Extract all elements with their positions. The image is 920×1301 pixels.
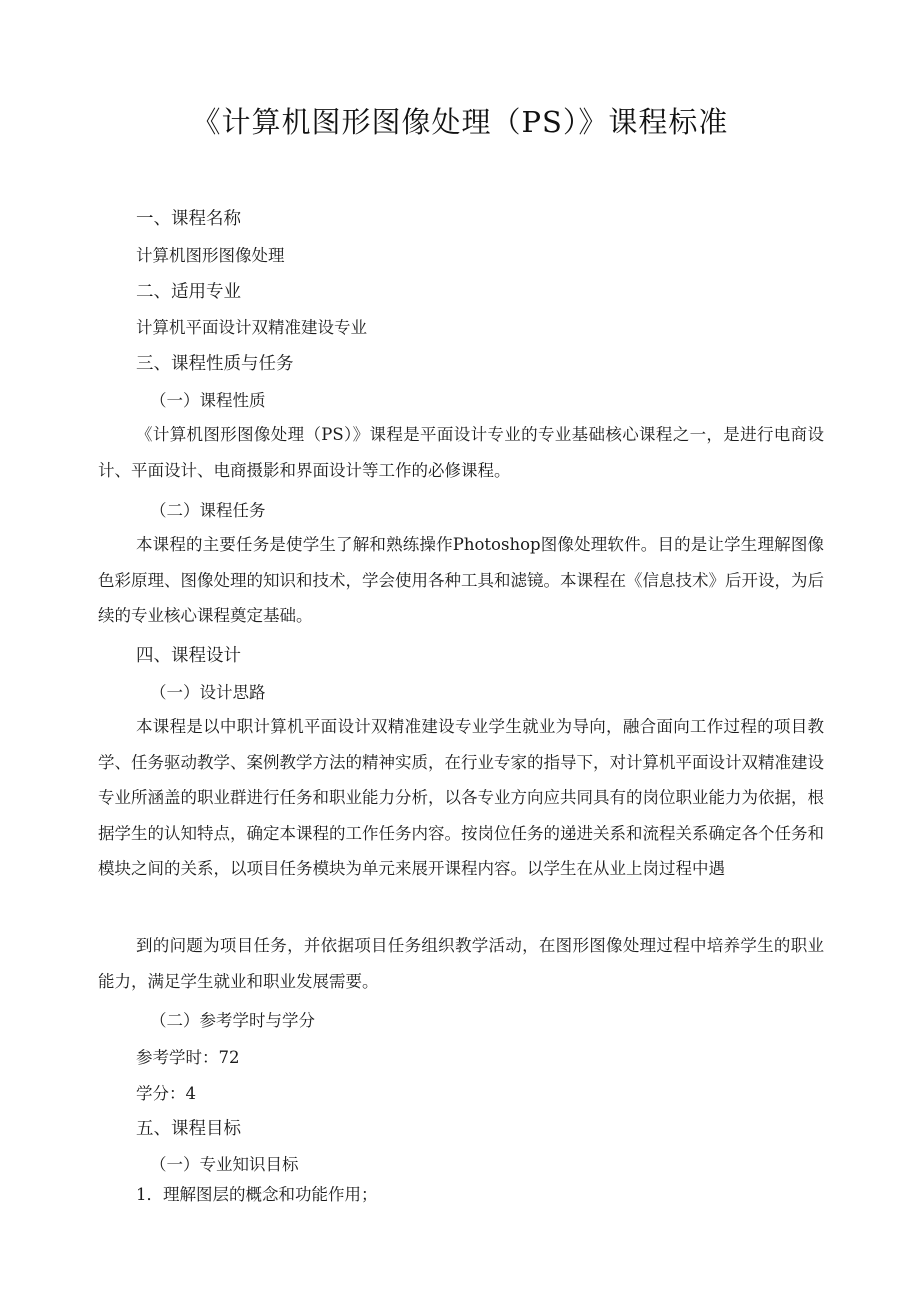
section-5-item-1: 1．理解图层的概念和功能作用；	[136, 1185, 378, 1204]
section-5-subheading-1: （一）专业知识目标	[150, 1155, 299, 1174]
section-4-paragraph-1: 本课程是以中职计算机平面设计双精准建设专业学生就业为导向，融合面向工作过程的项目教学、任务驱动教学、案例教学方法的精神实质，在行业专家的指导下，对计算机平面设计双精准建设专业所涵盖的职业群进行任务和职业能力分析，以各专业方向应共同具有的岗位职业能力为依据，根据学生的认知特点，确定本课程的工作任务内容。按岗位任务的递进关系和流程关系确定各个任务和模块之间的关系，以项目任务模块为单元来展开课程内容。以学生在从业上岗过程中遇	[98, 717, 824, 878]
section-4-subheading-1: （一）设计思路	[150, 683, 266, 702]
section-4-paragraph-2: 到的问题为项目任务，并依据项目任务组织教学活动，在图形图像处理过程中培养学生的职业能力，满足学生就业和职业发展需要。	[98, 936, 824, 991]
section-1-text: 计算机图形图像处理	[136, 246, 285, 265]
section-3-paragraph-1: 《计算机图形图像处理（PS）》课程是平面设计专业的专业基础核心课程之一，是进行电商设计、平面设计、电商摄影和界面设计等工作的必修课程。	[98, 425, 824, 480]
document-title: 《计算机图形图像处理（PS）》课程标准	[191, 105, 729, 139]
section-5-heading: 五、课程目标	[136, 1119, 241, 1139]
section-4-heading: 四、课程设计	[136, 646, 241, 666]
credits: 学分：4	[136, 1084, 196, 1103]
section-3-subheading-2: （二）课程任务	[150, 501, 266, 520]
reference-hours: 参考学时：72	[136, 1048, 240, 1067]
section-2-heading: 二、适用专业	[136, 282, 241, 302]
section-3-heading: 三、课程性质与任务	[136, 354, 294, 374]
section-3-paragraph-2: 本课程的主要任务是使学生了解和熟练操作Photoshop图像处理软件。目的是让学生理解图像色彩原理、图像处理的知识和技术，学会使用各种工具和滤镜。本课程在《信息技术》后开设，为后续的专业核心课程奠定基础。	[98, 535, 824, 625]
section-4-subheading-2: （二）参考学时与学分	[150, 1011, 315, 1030]
section-1-heading: 一、课程名称	[136, 209, 241, 229]
section-3-subheading-1: （一）课程性质	[150, 391, 266, 410]
section-2-text: 计算机平面设计双精准建设专业	[136, 318, 367, 337]
